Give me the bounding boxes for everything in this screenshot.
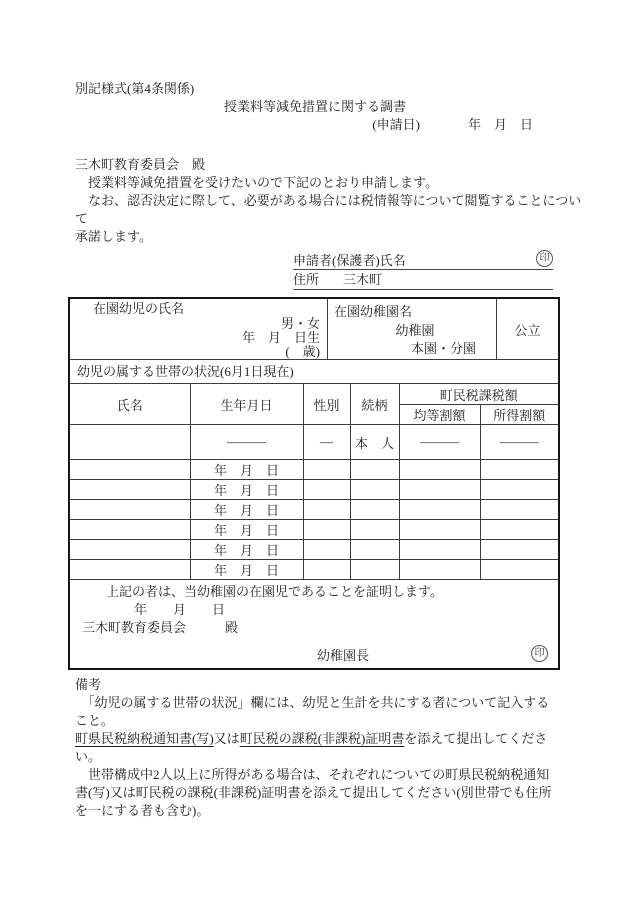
sex-options: 男・女 xyxy=(280,316,320,331)
principal-row xyxy=(70,647,558,665)
sex-cell xyxy=(303,480,350,500)
sex-cell xyxy=(303,560,350,580)
birthdate-placeholder-cell: 年 月 日 xyxy=(190,460,303,480)
col-per-capita-header: 均等割額 xyxy=(399,405,480,425)
birthdate-placeholder-cell: 年 月 日 xyxy=(190,500,303,520)
name-cell xyxy=(70,520,190,540)
table-row xyxy=(70,540,558,560)
self-income-cell: ——— xyxy=(480,425,558,460)
child-info-grid xyxy=(70,299,558,359)
certification-section xyxy=(70,579,558,668)
certify-date-line: 年 月 日 xyxy=(134,602,226,617)
table-row xyxy=(70,480,558,500)
age-format: ( 歳) xyxy=(285,344,320,359)
campus-options: 本園・分園 xyxy=(410,341,476,356)
note-underlined-doc-1: 町県民税納税通知書(写) xyxy=(75,731,214,746)
relation-cell xyxy=(350,560,399,580)
form-reference: 別記様式(第4条関係) xyxy=(75,81,195,96)
self-sex-cell: — xyxy=(303,425,350,460)
applicant-name-label: 申請者(保護者)氏名 xyxy=(293,253,406,268)
self-per-capita-cell: ——— xyxy=(399,425,480,460)
col-name-header: 氏名 xyxy=(70,384,190,425)
kindergarten-name-label: 在園幼稚園名 xyxy=(334,304,413,319)
table-row xyxy=(70,560,558,580)
sex-cell xyxy=(303,520,350,540)
kindergarten-suffix: 幼稚園 xyxy=(395,323,435,338)
col-relation-header: 続柄 xyxy=(350,384,399,425)
relation-cell xyxy=(350,520,399,540)
child-name-cell xyxy=(70,299,328,359)
self-row xyxy=(70,425,558,460)
per-capita-cell xyxy=(399,500,480,520)
public-label: 公立 xyxy=(514,322,541,338)
sex-cell xyxy=(303,500,350,520)
birthdate-placeholder-cell: 年 月 日 xyxy=(190,560,303,580)
applicant-name-row xyxy=(293,247,553,270)
per-capita-cell xyxy=(399,540,480,560)
child-name-label: 在園幼児の氏名 xyxy=(93,301,185,316)
per-capita-cell xyxy=(399,460,480,480)
consent-line-2: 承諾します。 xyxy=(75,229,152,244)
name-cell xyxy=(70,560,190,580)
birthdate-placeholder-cell: 年 月 日 xyxy=(190,480,303,500)
sex-cell xyxy=(303,460,350,480)
application-date-value: 年 月 日 xyxy=(467,117,533,132)
application-date-label: (申請日) xyxy=(372,117,420,132)
address-value: 三木町 xyxy=(343,272,383,287)
note-underlined-doc-2: 町民税の課税(非課税)証明書 xyxy=(239,731,405,746)
relation-cell xyxy=(350,480,399,500)
self-relation-cell: 本 人 xyxy=(350,425,399,460)
col-income-header: 所得割額 xyxy=(480,405,558,425)
addressee-line: 三木町教育委員会 殿 xyxy=(75,157,206,172)
name-cell xyxy=(70,460,190,480)
income-cell xyxy=(480,500,558,520)
per-capita-cell xyxy=(399,560,480,580)
self-birthdate-cell: ——— xyxy=(190,425,303,460)
request-line: 授業料等減免措置を受けたいので下記のとおり申請します。 xyxy=(75,175,438,190)
certify-statement: 上記の者は、当幼稚園の在園児であることを証明します。 xyxy=(106,584,443,599)
income-cell xyxy=(480,460,558,480)
col-sex-header: 性別 xyxy=(303,384,350,425)
per-capita-cell xyxy=(399,480,480,500)
application-date-row xyxy=(0,116,630,134)
header-row-1 xyxy=(70,384,558,405)
main-form-table xyxy=(68,297,560,670)
name-cell xyxy=(70,500,190,520)
household-table xyxy=(70,384,558,579)
income-cell xyxy=(480,560,558,580)
table-row xyxy=(70,500,558,520)
birthdate-placeholder-cell: 年 月 日 xyxy=(190,540,303,560)
address-row xyxy=(293,270,553,290)
income-cell xyxy=(480,480,558,500)
name-cell xyxy=(70,480,190,500)
relation-cell xyxy=(350,540,399,560)
document-title: 授業料等減免措置に関する調書 xyxy=(223,99,406,114)
table-row xyxy=(70,460,558,480)
note-line-2-tail: を添えて提出してください。 xyxy=(75,731,548,764)
birthdate-format: 年 月 日生 xyxy=(241,330,320,345)
self-name-cell xyxy=(70,425,190,460)
sex-cell xyxy=(303,540,350,560)
seal-icon: 印 xyxy=(536,250,553,267)
relation-cell xyxy=(350,460,399,480)
address-label: 住所 xyxy=(293,272,320,287)
note-line-2 xyxy=(75,730,562,766)
seal-icon: 印 xyxy=(531,645,548,662)
kindergarten-cell xyxy=(328,299,497,359)
notes-section xyxy=(75,676,562,820)
birthdate-placeholder-cell: 年 月 日 xyxy=(190,520,303,540)
relation-cell xyxy=(350,500,399,520)
principal-label: 幼稚園長 xyxy=(316,648,369,663)
per-capita-cell xyxy=(399,520,480,540)
household-status-caption: 幼児の属する世帯の状況(6月1日現在) xyxy=(70,359,558,384)
signature-block xyxy=(293,247,553,290)
income-cell xyxy=(480,540,558,560)
name-cell xyxy=(70,540,190,560)
col-birthdate-header: 生年月日 xyxy=(190,384,303,425)
note-line-1: 「幼児の属する世帯の状況」欄には、幼児と生計を共にする者について記入すること。 xyxy=(75,695,550,728)
consent-line-1: なお、認否決定に際して、必要がある場合には税情報等について閲覧することについて xyxy=(75,193,582,226)
certify-addressee: 三木町教育委員会 殿 xyxy=(82,620,239,635)
income-cell xyxy=(480,520,558,540)
note-line-3: 世帯構成中2人以上に所得がある場合は、それぞれについての町県民税納税通知書(写)又は町民税の課税(非課税)証明書を添えて提出してください(別世帯でも住所を一にする者も含む)。 xyxy=(75,767,552,818)
table-row xyxy=(70,520,558,540)
notes-heading: 備考 xyxy=(75,677,102,692)
body-paragraph xyxy=(75,174,583,246)
public-cell xyxy=(497,299,558,359)
note-connector: 又は xyxy=(213,731,240,746)
col-tax-group-header: 町民税課税額 xyxy=(399,384,558,405)
